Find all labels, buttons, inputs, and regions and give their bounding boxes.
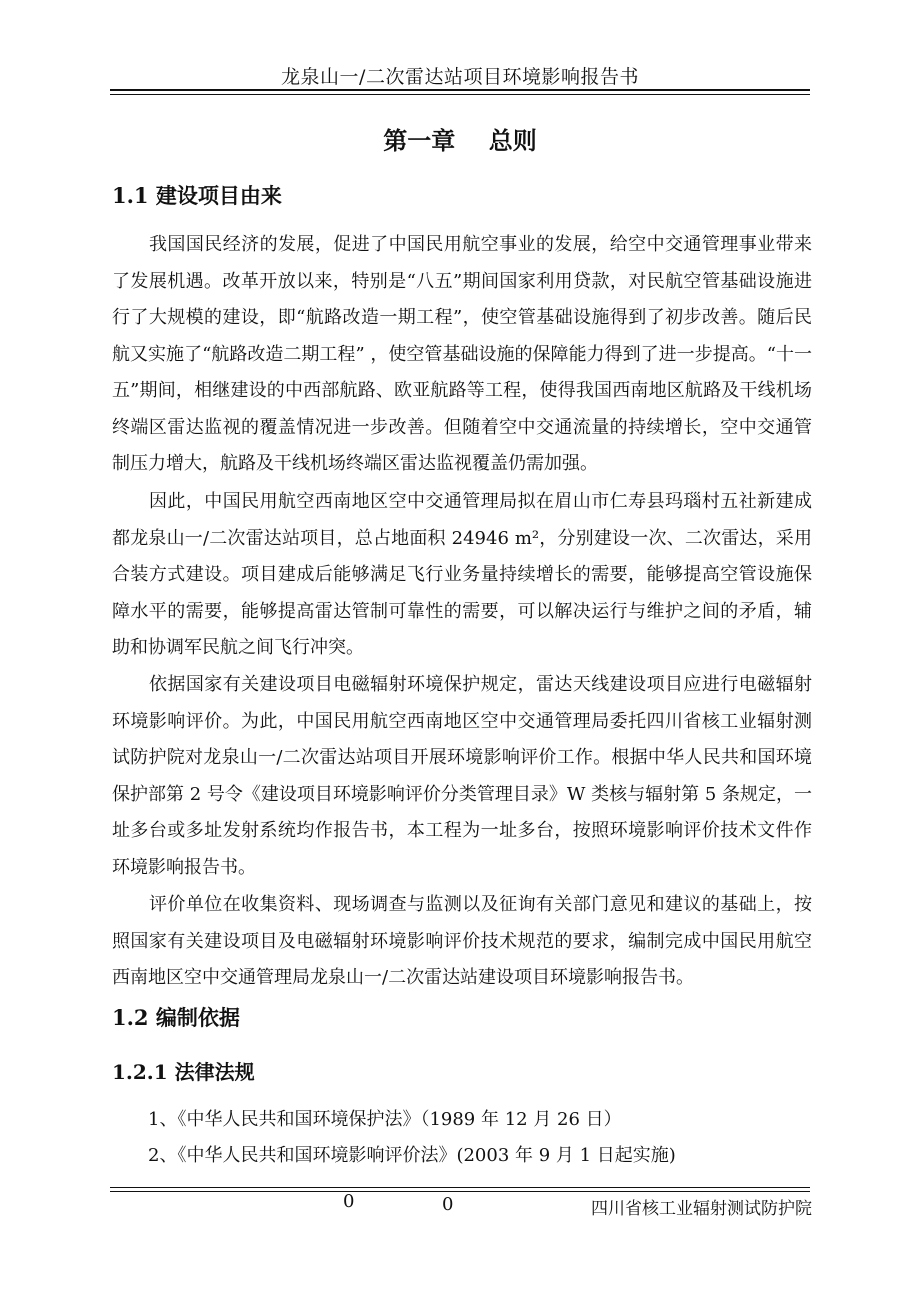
footer-organization: 四川省核工业辐射测试防护院 [591, 1199, 812, 1219]
running-header: 龙泉山一/二次雷达站项目环境影响报告书 [281, 66, 639, 88]
paragraph-3: 依据国家有关建设项目电磁辐射环境保护规定，雷达天线建设项目应进行电磁辐射环境影响评价。为此，中国民用航空西南地区空中交通管理局委托四川省核工业辐射测试防护院对龙泉山一/二次雷达站项目开展环境影响评价工作。根据中华人民共和国环境保护部第 2 号令《建设项目环境影响评价分类管理目录》W 类核与辐射第 5 条规定，一址多台或多址发射系统均作报告书，本工程为一址多台，按照环境影响评价技术文件作环境影响报告书。 [112, 674, 813, 878]
section-heading-1-1: 1.1 建设项目由来 [112, 183, 282, 208]
footer-rule-thin [110, 1191, 810, 1192]
paragraph-4: 评价单位在收集资料、现场调查与监测以及征询有关部门意见和建议的基础上，按照国家有关建设项目及电磁辐射环境影响评价技术规范的要求，编制完成中国民用航空西南地区空中交通管理局龙泉山一/二次雷达站建设项目环境影响报告书。 [112, 894, 812, 988]
header-rule [110, 89, 810, 91]
paragraph-1: 我国国民经济的发展，促进了中国民用航空事业的发展，给空中交通管理事业带来了发展机遇。改革开放以来，特别是“八五”期间国家利用贷款，对民航空管基础设施进行了大规模的建设，即“航路改造一期工程”，使空管基础设施得到了初步改善。随后民航又实施了“航路改造二期工程” ，使空管基础设施的保障能力得到了进一步提高。“十一五”期间，相继建设的中西部航路、欧亚航路等工程，使得我国西南地区航路及干线机场终端区雷达监视的覆盖情况进一步改善。但随着空中交通流量的持续增长，空中交通管制压力增大，航路及干线机场终端区雷达监视覆盖仍需加强。 [112, 234, 812, 474]
footer-page-number: 0 [343, 1191, 355, 1212]
footer-page-number-center: 0 [442, 1194, 454, 1215]
paragraph-2: 因此，中国民用航空西南地区空中交通管理局拟在眉山市仁寿县玛瑙村五社新建成都龙泉山一/二次雷达站项目，总占地面积 24946 m²，分别建设一次、二次雷达，采用合装方式建设。项目建成后能够满足飞行业务量持续增长的需要，能够提高空管设施保障水平的需要，能够提高雷达管制可靠性的需要，可以解决运行与维护之间的矛盾，辅助和协调军民航之间飞行冲突。 [112, 491, 812, 658]
law-reference-item: 1、《中华人民共和国环境保护法》（1989 年 12 月 26 日） [148, 1109, 622, 1130]
header-rule-thin [110, 94, 810, 95]
section-heading-1-2-1: 1.2.1 法律法规 [112, 1060, 255, 1084]
law-reference-item: 2、《中华人民共和国环境影响评价法》(2003 年 9 月 1 日起实施) [148, 1145, 676, 1166]
section-heading-1-2: 1.2 编制依据 [112, 1005, 240, 1030]
chapter-title: 第一章 总则 [383, 126, 537, 155]
footer-rule [110, 1187, 810, 1188]
